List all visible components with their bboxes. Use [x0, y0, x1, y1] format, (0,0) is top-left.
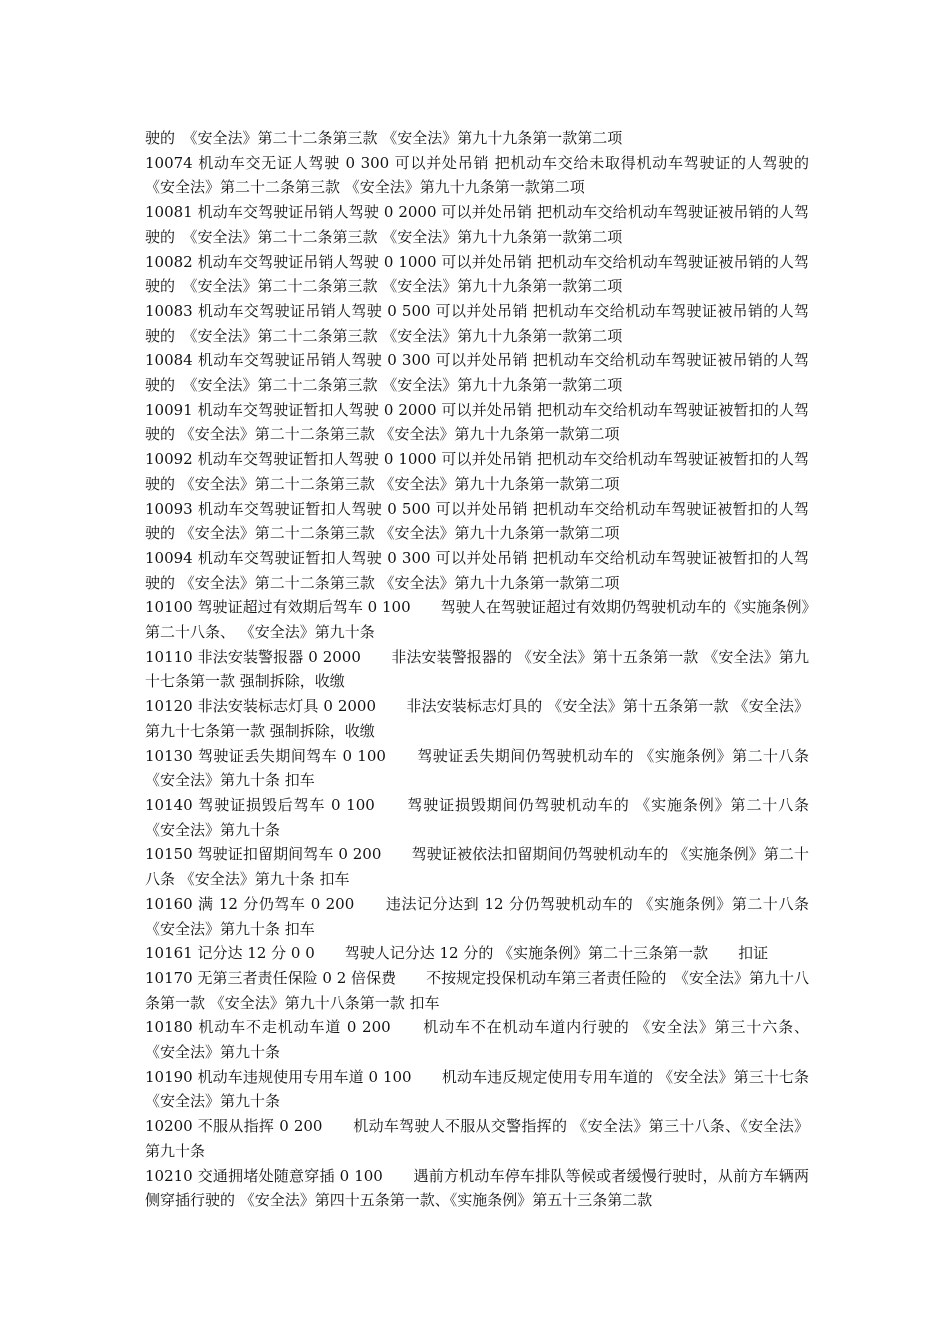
paragraph: 10160 满 12 分仍驾车 0 200 违法记分达到 12 分仍驾驶机动车的 《实施条例》第二十八条 《安全法》第九十条 扣车: [145, 894, 814, 938]
paragraph: 10150 驾驶证扣留期间驾车 0 200 驾驶证被依法扣留期间仍驾驶机动车的 《实施条例》第二十八条 《安全法》第九十条 扣车: [145, 845, 809, 889]
paragraph: 10092 机动车交驾驶证暂扣人驾驶 0 1000 可以并处吊销 把机动车交给机动车驾驶证被暂扣的人驾驶的 《安全法》第二十二条第三款 《安全法》第九十九条第一款第二项: [145, 450, 809, 493]
paragraph: 10140 驾驶证损毁后驾车 0 100 驾驶证损毁期间仍驾驶机动车的 《实施条例》第二十八条 《安全法》第九十条: [145, 795, 814, 839]
paragraph: 10210 交通拥堵处随意穿插 0 100 遇前方机动车停车排队等候或者缓慢行驶时，从前方车辆两侧穿插行驶的 《安全法》第四十五条第一款、《实施条例》第五十三条第二款: [145, 1166, 809, 1210]
paragraph: 10081 机动车交驾驶证吊销人驾驶 0 2000 可以并处吊销 把机动车交给机动车驾驶证被吊销的人驾驶的 《安全法》第二十二条第三款 《安全法》第九十九条第一款第二项: [145, 203, 809, 246]
paragraph: 10100 驾驶证超过有效期后驾车 0 100 驾驶人在驾驶证超过有效期仍驾驶机动车的《实施条例》第二十八条、 《安全法》第九十条: [145, 598, 809, 642]
paragraph: 10161 记分达 12 分 0 0 驾驶人记分达 12 分的 《实施条例》第二十三条第一款 扣证: [145, 944, 769, 963]
paragraph: 10093 机动车交驾驶证暂扣人驾驶 0 500 可以并处吊销 把机动车交给机动车驾驶证被暂扣的人驾驶的 《安全法》第二十二条第三款 《安全法》第九十九条第一款第二项: [145, 499, 809, 543]
paragraph: 10170 无第三者责任保险 0 2 倍保费 不按规定投保机动车第三者责任险的 《安全法》第九十八条第一款 《安全法》第九十八条第一款 扣车: [145, 968, 809, 1012]
paragraph: 10120 非法安装标志灯具 0 2000 非法安装标志灯具的 《安全法》第十五条第一款 《安全法》第九十七条第一款 强制拆除，收缴: [145, 697, 809, 740]
paragraph: 10190 机动车违规使用专用车道 0 100 机动车违反规定使用专用车道的 《安全法》第三十七条 《安全法》第九十条: [145, 1067, 814, 1111]
paragraph: 驶的 《安全法》第二十二条第三款 《安全法》第九十九条第一款第二项: [145, 129, 623, 147]
paragraph: 10083 机动车交驾驶证吊销人驾驶 0 500 可以并处吊销 把机动车交给机动车驾驶证被吊销的人驾驶的 《安全法》第二十二条第三款 《安全法》第九十九条第一款第二项: [145, 301, 809, 345]
paragraph: 10180 机动车不走机动车道 0 200 机动车不在机动车道内行驶的 《安全法》第三十六条、 《安全法》第九十条: [145, 1018, 814, 1062]
paragraph: 10110 非法安装警报器 0 2000 非法安装警报器的 《安全法》第十五条第一款 《安全法》第九十七条第一款 强制拆除，收缴: [145, 647, 809, 691]
paragraph: 10074 机动车交无证人驾驶 0 300 可以并处吊销 把机动车交给未取得机动车驾驶证的人驾驶的 《安全法》第二十二条第三款 《安全法》第九十九条第一款第二项: [145, 153, 825, 197]
document-body: [145, 126, 825, 1213]
paragraph: 10091 机动车交驾驶证暂扣人驾驶 0 2000 可以并处吊销 把机动车交给机动车驾驶证被暂扣的人驾驶的 《安全法》第二十二条第三款 《安全法》第九十九条第一款第二项: [145, 400, 809, 444]
paragraph: 10200 不服从指挥 0 200 机动车驾驶人不服从交警指挥的 《安全法》第三十八条、《安全法》第九十条: [145, 1117, 809, 1160]
paragraph: 10084 机动车交驾驶证吊销人驾驶 0 300 可以并处吊销 把机动车交给机动车驾驶证被吊销的人驾驶的 《安全法》第二十二条第三款 《安全法》第九十九条第一款第二项: [145, 351, 809, 395]
paragraph: 10082 机动车交驾驶证吊销人驾驶 0 1000 可以并处吊销 把机动车交给机动车驾驶证被吊销的人驾驶的 《安全法》第二十二条第三款 《安全法》第九十九条第一款第二项: [145, 252, 809, 296]
paragraph: 10130 驾驶证丢失期间驾车 0 100 驾驶证丢失期间仍驾驶机动车的 《实施条例》第二十八条 《安全法》第九十条 扣车: [145, 746, 814, 790]
paragraph: 10094 机动车交驾驶证暂扣人驾驶 0 300 可以并处吊销 把机动车交给机动车驾驶证被暂扣的人驾驶的 《安全法》第二十二条第三款 《安全法》第九十九条第一款第二项: [145, 548, 809, 592]
